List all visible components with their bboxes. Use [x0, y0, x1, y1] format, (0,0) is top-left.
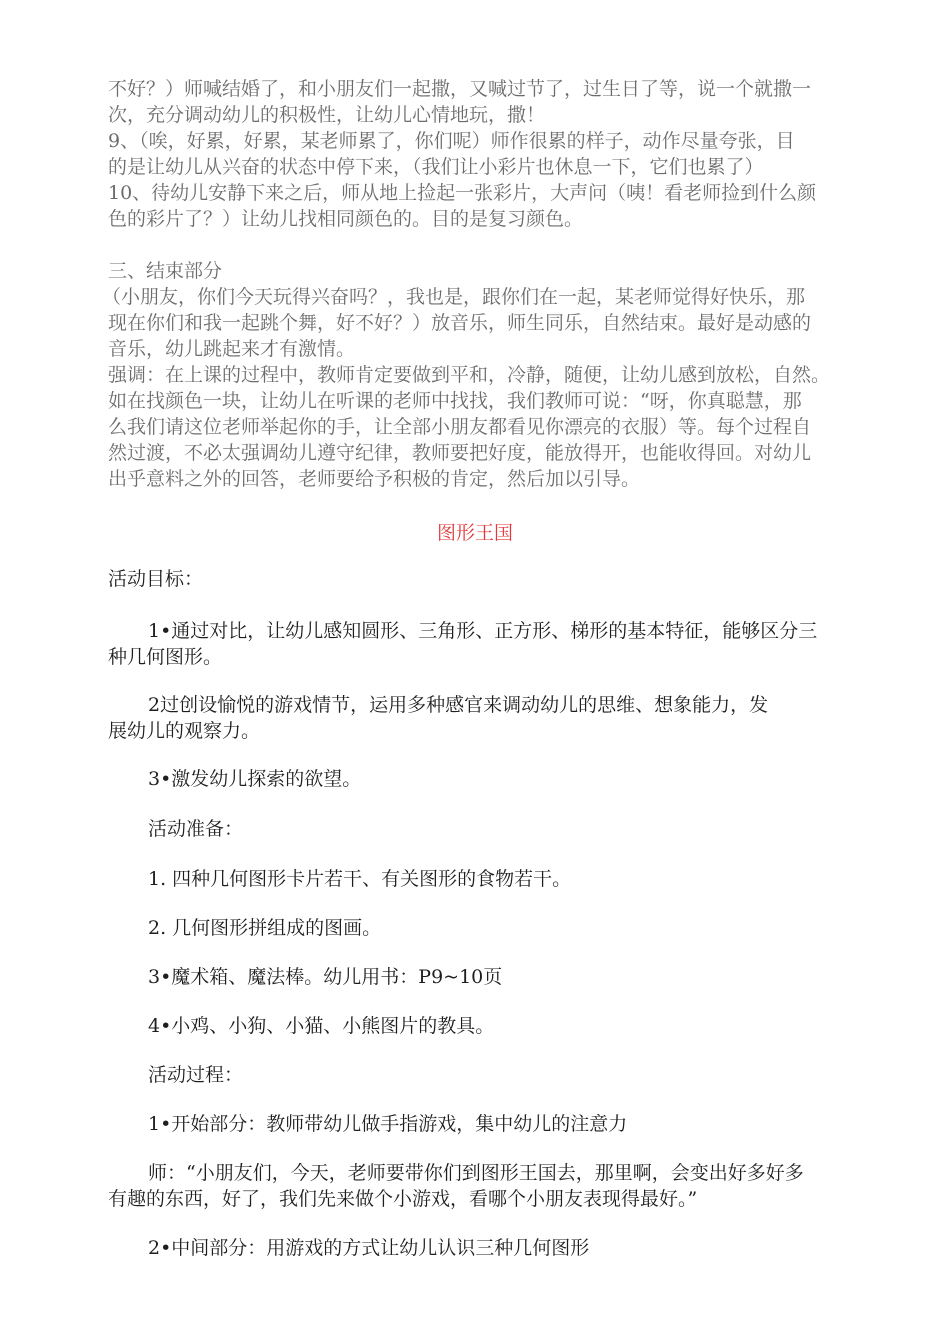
process-step: 2•中间部分：用游戏的方式让幼儿认识三种几何图形	[148, 1237, 590, 1259]
paragraph-line: 10、待幼儿安静下来之后，师从地上捡起一张彩片，大声问（咦！看老师捡到什么颜	[108, 182, 817, 204]
process-step: 1•开始部分：教师带幼儿做手指游戏，集中幼儿的注意力	[148, 1113, 628, 1135]
paragraph-line: 9、（唉，好累，好累，某老师累了，你们呢）师作很累的样子，动作尽量夸张，目	[108, 130, 795, 152]
prep-item: 4•小鸡、小狗、小猫、小熊图片的教具。	[148, 1015, 495, 1037]
paragraph-line: 如在找颜色一块，让幼儿在听课的老师中找找，我们教师可说：“呀，你真聪慧，那	[108, 390, 802, 412]
paragraph-line: 然过渡，不必太强调幼儿遵守纪律，教师要把好度，能放得开，也能收得回。对幼儿	[108, 442, 812, 464]
paragraph-line: 出乎意料之外的回答，老师要给予积极的肯定，然后加以引导。	[108, 468, 641, 490]
prep-item: 1. 四种几何图形卡片若干、有关图形的食物若干。	[148, 868, 572, 890]
paragraph-line: 的是让幼儿从兴奋的状态中停下来，（我们让小彩片也休息一下，它们也累了）	[108, 156, 764, 178]
paragraph-line: （小朋友，你们今天玩得兴奋吗？，我也是，跟你们在一起，某老师觉得好快乐，那	[102, 286, 806, 308]
process-heading: 活动过程：	[148, 1064, 244, 1086]
teacher-quote-continued: 有趣的东西，好了，我们先来做个小游戏，看哪个小朋友表现得最好。”	[108, 1188, 698, 1210]
paragraph-line: 音乐，幼儿跳起来才有激情。	[108, 338, 356, 360]
goal-item: 3•激发幼儿探索的欲望。	[148, 768, 362, 790]
prep-heading: 活动准备：	[148, 818, 244, 840]
paragraph-line: 现在你们和我一起跳个舞，好不好？）放音乐，师生同乐，自然结束。最好是动感的	[108, 312, 812, 334]
prep-item: 3•魔术箱、魔法棒。幼儿用书：P9~10页	[148, 966, 503, 988]
goal-item: 1•通过对比，让幼儿感知圆形、三角形、正方形、梯形的基本特征，能够区分三	[148, 620, 818, 642]
teacher-quote: 师：“小朋友们，今天，老师要带你们到图形王国去，那里啊，会变出好多好多	[148, 1162, 804, 1184]
goal-item-continued: 展幼儿的观察力。	[108, 720, 261, 742]
paragraph-line: 么我们请这位老师举起你的手，让全部小朋友都看见你漂亮的衣服）等。每个过程自	[108, 416, 812, 438]
prep-item: 2. 几何图形拼组成的图画。	[148, 917, 382, 939]
paragraph-line: 次，充分调动幼儿的积极性，让幼儿心情地玩，撒！	[108, 104, 546, 126]
goal-item-continued: 种几何图形。	[108, 646, 223, 668]
section-heading: 三、结束部分	[108, 260, 223, 282]
lesson-title: 图形王国	[436, 522, 513, 544]
paragraph-line: 色的彩片了？）让幼儿找相同颜色的。目的是复习颜色。	[108, 208, 584, 230]
goals-heading: 活动目标：	[108, 568, 204, 590]
paragraph-line: 不好？）师喊结婚了，和小朋友们一起撒，又喊过节了，过生日了等，说一个就撒一	[108, 78, 812, 100]
paragraph-line: 强调：在上课的过程中，教师肯定要做到平和，冷静，随便，让幼儿感到放松，自然。	[108, 364, 831, 386]
goal-item: 2过创设愉悦的游戏情节，运用多种感官来调动幼儿的思维、想象能力，发	[148, 694, 769, 716]
